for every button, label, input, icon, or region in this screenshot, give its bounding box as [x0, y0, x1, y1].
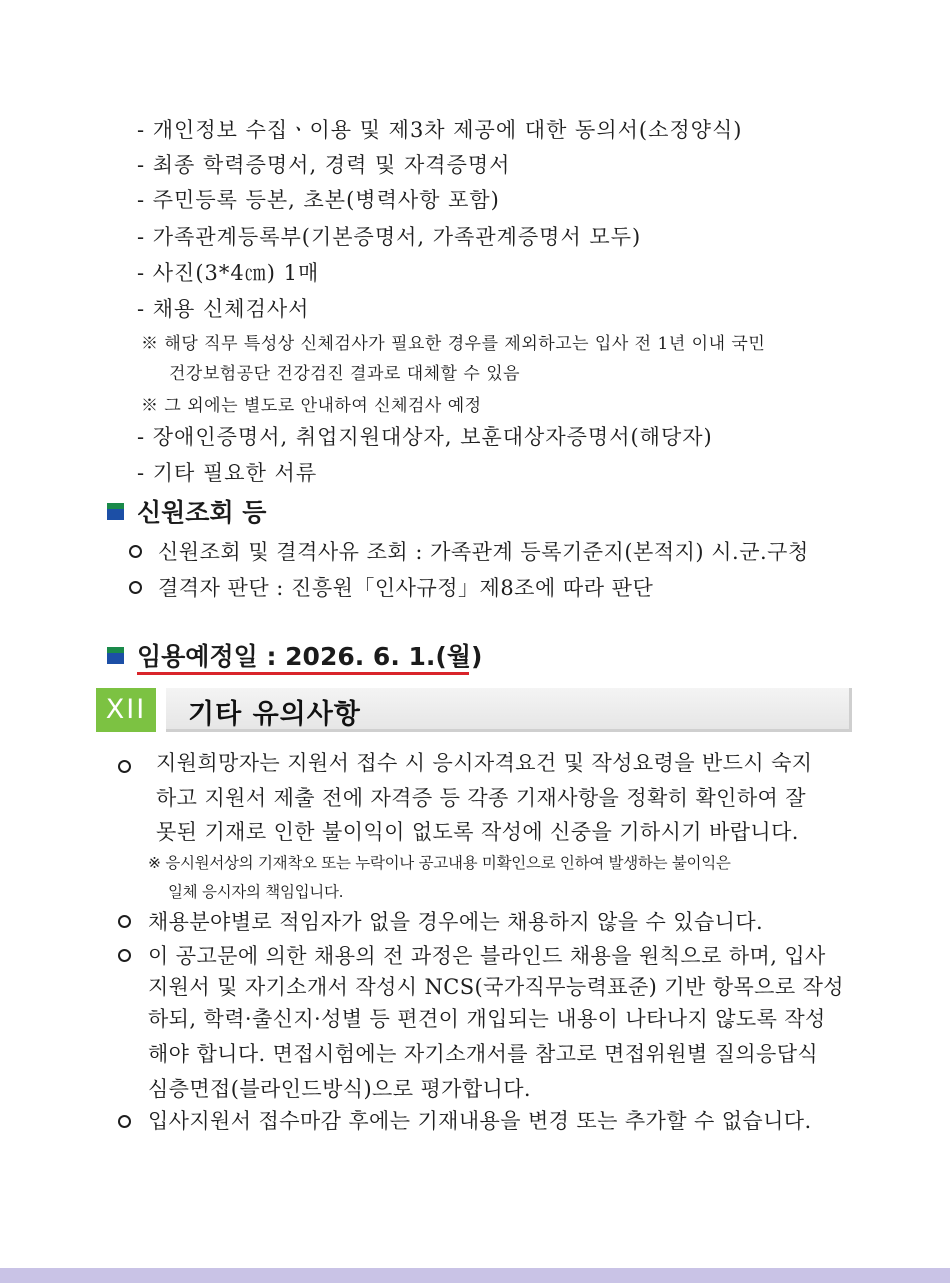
notice1-line2: 하고 지원서 제출 전에 자격증 등 각종 기재사항을 정확히 확인하여 잘 [156, 786, 806, 810]
doc-item-family: - 가족관계등록부(기본증명서, 가족관계증명서 모두) [137, 225, 642, 249]
chapter-title: 기타 유의사항 [188, 699, 361, 730]
notice1-note-line1: ※ 응시원서상의 기재착오 또는 누락이나 공고내용 미확인으로 인하여 발생하는 불이익은 [148, 854, 731, 872]
section-square-icon [107, 503, 124, 520]
circle-bullet-icon [118, 949, 131, 962]
doc-item-other: - 기타 필요한 서류 [137, 461, 318, 485]
notice3-line4: 해야 합니다. 면접시험에는 자기소개서를 참고로 면접위원별 질의응답식 [148, 1042, 819, 1066]
circle-bullet-icon [129, 581, 142, 594]
doc-item-resident: - 주민등록 등본, 초본(병력사항 포함) [137, 188, 500, 212]
appointment-underline [137, 672, 469, 675]
doc-item-education: - 최종 학력증명서, 경력 및 자격증명서 [137, 153, 511, 177]
doc-item-disability: - 장애인증명서, 취업지원대상자, 보훈대상자증명서(해당자) [137, 425, 713, 449]
health-note-line2: 건강보험공단 건강검진 결과로 대체할 수 있음 [169, 364, 521, 384]
notice2: 채용분야별로 적임자가 없을 경우에는 채용하지 않을 수 있습니다. [148, 910, 764, 934]
notice1-note-line2: 일체 응시자의 책임입니다. [168, 883, 344, 901]
doc-item-photo: - 사진(3*4㎝) 1매 [137, 261, 320, 285]
background-item-judgement: 결격자 판단 : 진흥원「인사규정」제8조에 따라 판단 [158, 576, 654, 600]
notice1-line1: 지원희망자는 지원서 접수 시 응시자격요건 및 작성요령을 반드시 숙지 [156, 751, 813, 775]
section-heading-background-check: 신원조회 등 [137, 498, 267, 527]
notice3-line3: 하되, 학력·출신지·성별 등 편견이 개입되는 내용이 나타나지 않도록 작성 [148, 1007, 826, 1031]
notice3-line5: 심층면접(블라인드방식)으로 평가합니다. [148, 1077, 531, 1101]
circle-bullet-icon [118, 760, 131, 773]
appointment-date-heading: 임용예정일 : 2026. 6. 1.(월) [137, 642, 483, 671]
chapter-number-badge: XII [96, 688, 156, 732]
section-square-icon [107, 647, 124, 664]
doc-item-consent: - 개인정보 수집ㆍ이용 및 제3차 제공에 대한 동의서(소정양식) [137, 118, 743, 142]
notice1-line3: 못된 기재로 인한 불이익이 없도록 작성에 신중을 기하시기 바랍니다. [156, 820, 799, 844]
background-item-check: 신원조회 및 결격사유 조회 : 가족관계 등록기준지(본적지) 시.군.구청 [158, 540, 809, 564]
health-note-line1: ※ 해당 직무 특성상 신체검사가 필요한 경우를 제외하고는 입사 전 1년 이내 국민 [141, 334, 766, 354]
circle-bullet-icon [129, 545, 142, 558]
footer-band [0, 1268, 950, 1283]
doc-item-physical: - 채용 신체검사서 [137, 297, 310, 321]
notice3-line1: 이 공고문에 의한 채용의 전 과정은 블라인드 채용을 원칙으로 하며, 입사 [148, 944, 826, 968]
circle-bullet-icon [118, 915, 131, 928]
notice3-line2: 지원서 및 자기소개서 작성시 NCS(국가직무능력표준) 기반 항목으로 작성 [148, 975, 844, 999]
circle-bullet-icon [118, 1115, 131, 1128]
notice4: 입사지원서 접수마감 후에는 기재내용을 변경 또는 추가할 수 없습니다. [148, 1109, 812, 1133]
health-note-line3: ※ 그 외에는 별도로 안내하여 신체검사 예정 [141, 396, 482, 416]
